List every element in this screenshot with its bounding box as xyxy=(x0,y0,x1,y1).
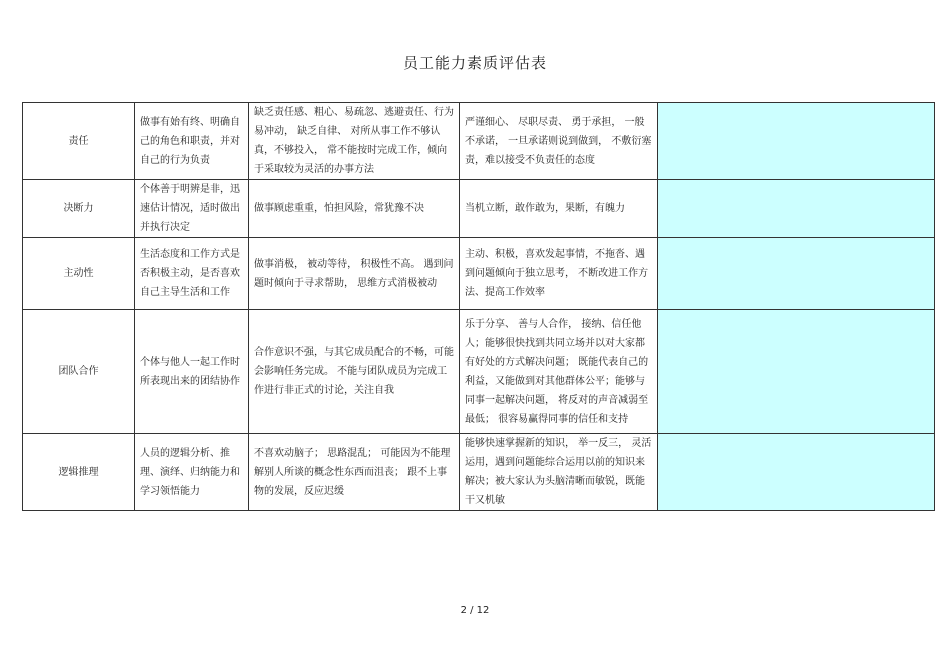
positive-description: 能够快速掌握新的知识， 举一反三， 灵活运用，遇到问题能综合运用以前的知识来解决；被大家认为头脑清晰而敏锐，既能干又机敏 xyxy=(460,434,658,511)
evaluation-table xyxy=(22,102,935,511)
positive-description: 当机立断，敢作敢为，果断，有魄力 xyxy=(460,180,658,238)
trait-name: 责任 xyxy=(23,103,135,180)
trait-definition: 人员的逻辑分析、推理、演绎、归纳能力和学习领悟能力 xyxy=(135,434,249,511)
negative-description: 合作意识不强，与其它成员配合的不畅，可能会影响任务完成。 不能与团队成员为完成工作进行非正式的讨论，关注自我 xyxy=(249,310,460,434)
negative-description: 做事顾虑重重，怕担风险，常犹豫不决 xyxy=(249,180,460,238)
table-row xyxy=(23,310,935,434)
rating-cell[interactable] xyxy=(658,434,935,511)
positive-description: 乐于分享、 善与人合作， 接纳、信任他人；能够很快找到共同立场并以对大家都有好处的方式解决问题； 既能代表自己的利益，又能做到对其他群体公平；能够与同事一起解决问题， 将反对的声音减弱至最低； 很容易赢得同事的信任和支持 xyxy=(460,310,658,434)
trait-definition: 个体善于明辨是非，迅速估计情况，适时做出并执行决定 xyxy=(135,180,249,238)
trait-definition: 做事有始有终、明确自己的角色和职责，并对自己的行为负责 xyxy=(135,103,249,180)
table-row xyxy=(23,238,935,310)
rating-cell[interactable] xyxy=(658,238,935,310)
rating-cell[interactable] xyxy=(658,103,935,180)
positive-description: 主动、积极，喜欢发起事情，不拖沓、遇到问题倾向于独立思考， 不断改进工作方法、提高工作效率 xyxy=(460,238,658,310)
rating-cell[interactable] xyxy=(658,310,935,434)
negative-description: 缺乏责任感、粗心、易疏忽、逃避责任、行为易冲动， 缺乏自律、 对所从事工作不够认真，不够投入， 常不能按时完成工作，倾向于采取较为灵活的办事方法 xyxy=(249,103,460,180)
table-row xyxy=(23,434,935,511)
table-row xyxy=(23,180,935,238)
rating-cell[interactable] xyxy=(658,180,935,238)
trait-definition: 生活态度和工作方式是否积极主动，是否喜欢自己主导生活和工作 xyxy=(135,238,249,310)
trait-name: 逻辑推理 xyxy=(23,434,135,511)
table-row xyxy=(23,103,935,180)
trait-name: 决断力 xyxy=(23,180,135,238)
positive-description: 严谨细心、 尽职尽责、 勇于承担， 一般不承诺， 一旦承诺则说到做到， 不敷衍塞责，难以接受不负责任的态度 xyxy=(460,103,658,180)
trait-name: 主动性 xyxy=(23,238,135,310)
trait-definition: 个体与他人一起工作时所表现出来的团结协作 xyxy=(135,310,249,434)
negative-description: 做事消极， 被动等待， 积极性不高。 遇到问题时倾向于寻求帮助， 思维方式消极被动 xyxy=(249,238,460,310)
document-title: 员工能力素质评估表 xyxy=(402,54,547,72)
page-number: 2 / 12 xyxy=(460,605,490,616)
trait-name: 团队合作 xyxy=(23,310,135,434)
negative-description: 不喜欢动脑子； 思路混乱； 可能因为不能理解别人所谈的概念性东西而沮丧； 跟不上事物的发展，反应迟缓 xyxy=(249,434,460,511)
